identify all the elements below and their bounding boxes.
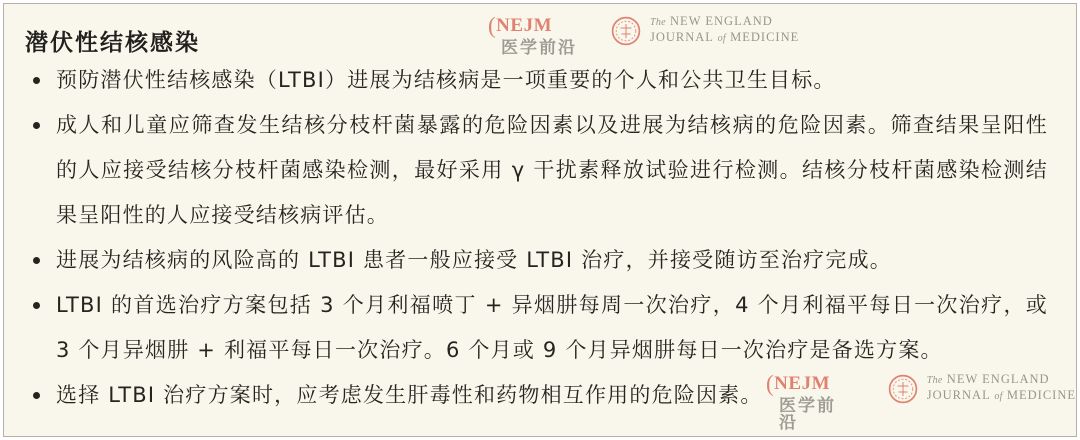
bullet-marker: [33, 257, 40, 264]
page-title: 潜伏性结核感染: [25, 30, 200, 56]
nejm-frontier-cn-name: 医学前沿: [779, 396, 836, 433]
bullet-text: LTBI 的首选治疗方案包括 3 个月利福喷丁 + 异烟肼每周一次治疗，4 个月利福平每日一次治疗，或 3 个月异烟肼 + 利福平每日一次治疗。6 个月或 9 个月异烟肼每日一次治疗是备选方案。: [56, 293, 1048, 362]
nejm-journal-logo: [611, 14, 799, 46]
nejm-frontier-logo: [766, 372, 854, 432]
bullet-item: [26, 283, 1048, 373]
word-journal: JOURNAL: [650, 30, 714, 44]
word-the: The: [926, 375, 943, 386]
word-new-england: NEW ENGLAND: [670, 14, 773, 28]
nejm-abbr: NEJM: [774, 373, 830, 394]
word-medicine: MEDICINE: [730, 30, 800, 44]
nejm-frontier-wordmark: [766, 372, 854, 395]
branding-bottom: [766, 372, 1076, 432]
bullet-item: [26, 58, 1048, 103]
bullet-text: 选择 LTBI 治疗方案时，应考虑发生肝毒性和药物相互作用的危险因素。: [56, 383, 763, 407]
nejm-journal-wordmark: [927, 372, 1076, 404]
nejm-seal-icon: [611, 16, 641, 46]
bullet-marker: [33, 302, 40, 309]
word-the: The: [650, 17, 666, 28]
word-new-england: NEW ENGLAND: [946, 372, 1050, 386]
word-of: of: [994, 391, 1003, 402]
bullet-marker: [33, 122, 40, 129]
word-medicine: MEDICINE: [1006, 388, 1076, 402]
bullet-text: 预防潜伏性结核感染（LTBI）进展为结核病是一项重要的个人和公共卫生目标。: [56, 68, 836, 92]
word-of: of: [717, 33, 726, 44]
summary-card: [3, 3, 1077, 437]
nejm-arc-icon: (: [488, 13, 497, 38]
nejm-frontier-wordmark: [488, 14, 577, 37]
nejm-abbr: NEJM: [496, 15, 552, 36]
bullet-item: [26, 103, 1048, 238]
branding-top: [488, 14, 799, 57]
bullet-text: 进展为结核病的风险高的 LTBI 患者一般应接受 LTBI 治疗，并接受随访至治疗完成。: [56, 248, 892, 272]
bullet-marker: [33, 392, 40, 399]
bullet-list: [26, 58, 1048, 418]
nejm-arc-icon: (: [766, 371, 775, 396]
nejm-journal-logo: [888, 372, 1076, 404]
bullet-text: 成人和儿童应筛查发生结核分枝杆菌暴露的危险因素以及进展为结核病的危险因素。筛查结果呈阳性的人应接受结核分枝杆菌感染检测，最好采用 γ 干扰素释放试验进行检测。结核分枝杆菌感染检测结果呈阳性的人应接受结核病评估。: [56, 113, 1048, 227]
nejm-frontier-logo: [488, 14, 577, 57]
word-journal: JOURNAL: [926, 388, 991, 402]
nejm-journal-wordmark: [650, 14, 799, 46]
bullet-item: [26, 238, 1048, 283]
bullet-marker: [33, 77, 40, 84]
nejm-frontier-cn-name: 医学前沿: [501, 38, 577, 58]
nejm-seal-icon: [888, 374, 918, 404]
